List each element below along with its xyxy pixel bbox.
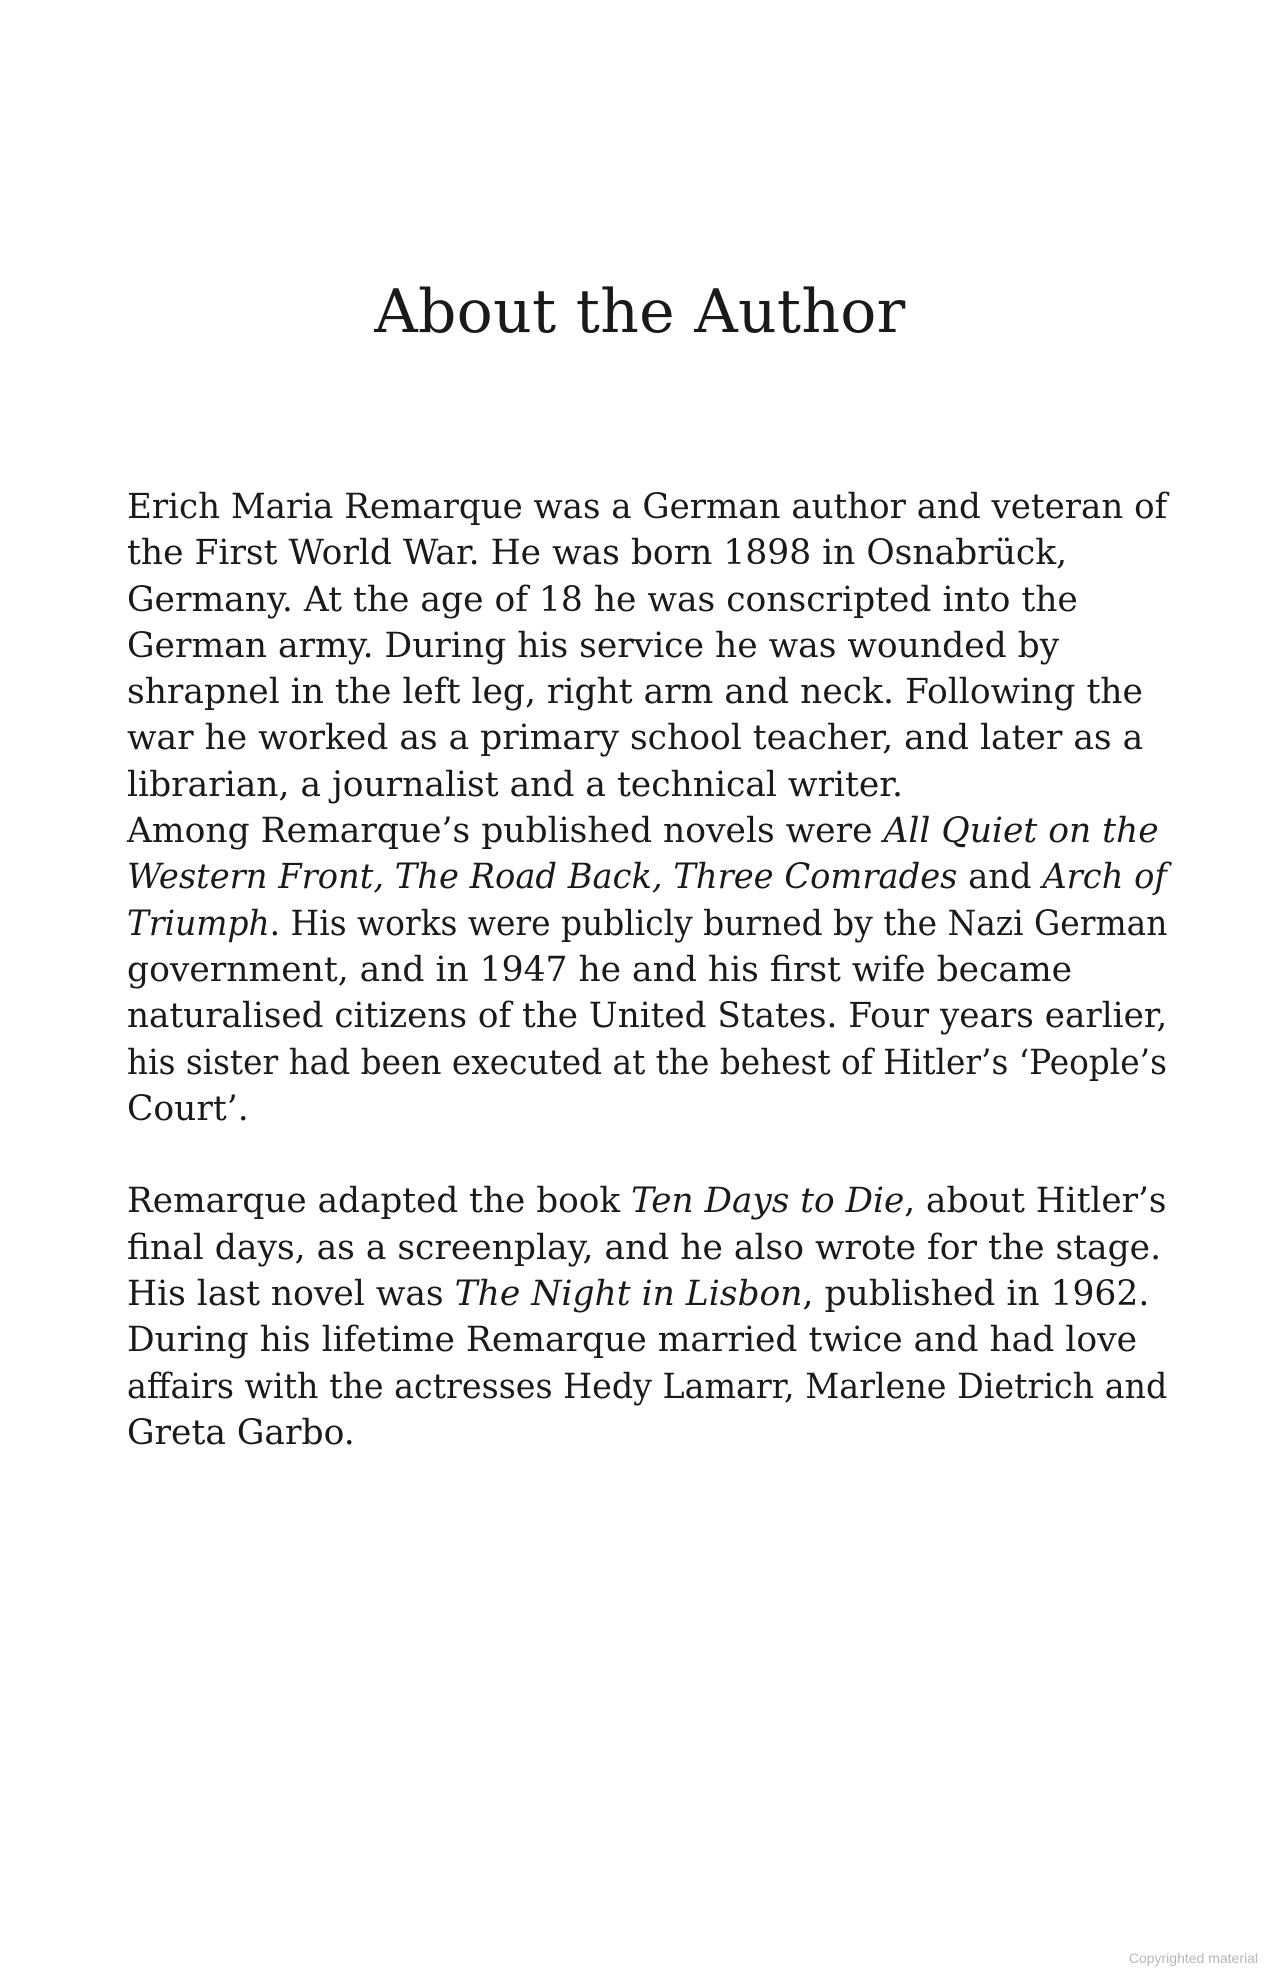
- book-title: Arch of: [1042, 857, 1167, 898]
- book-title: Ten Days to Die: [631, 1181, 905, 1222]
- text-line: final days, as a screenplay, and he also wrote for the stage.: [127, 1227, 1162, 1268]
- text-line: war he worked as a primary school teacher, and later as a: [127, 718, 1144, 759]
- text-line: his sister had been executed at the behest of Hitler’s ‘People’s: [127, 1042, 1167, 1083]
- copyright-watermark: Copyrighted material: [1128, 1950, 1258, 1966]
- text-line: government, and in 1947 he and his first wife became: [127, 949, 1073, 990]
- text-line: Remarque adapted the book Ten Days to Die, about Hitler’s: [127, 1181, 1167, 1222]
- author-biography: [127, 484, 1167, 1456]
- book-title: The Night in Lisbon: [454, 1274, 803, 1315]
- text-line: affairs with the actresses Hedy Lamarr, Marlene Dietrich and: [127, 1366, 1168, 1407]
- book-title: All Quiet on the: [883, 811, 1159, 852]
- book-title: Triumph: [127, 903, 270, 944]
- text-line: German army. During his service he was wounded by: [127, 625, 1060, 666]
- text-line: shrapnel in the left leg, right arm and neck. Following the: [127, 672, 1143, 713]
- page-title: About the Author: [374, 277, 906, 347]
- text-line: Among Remarque’s published novels were All Quiet on the: [127, 811, 1159, 852]
- text-line: naturalised citizens of the United States. Four years earlier,: [127, 996, 1168, 1037]
- text-line: Western Front, The Road Back, Three Comrades and Arch of: [127, 857, 1167, 898]
- paragraph-spacer: [127, 1132, 1167, 1178]
- text-line: During his lifetime Remarque married twice and had love: [127, 1320, 1138, 1361]
- text-line: librarian, a journalist and a technical writer.: [127, 764, 903, 805]
- text-line: Triumph. His works were publicly burned by the Nazi German: [127, 903, 1168, 944]
- book-title: Western Front, The Road Back, Three Comrades: [127, 857, 958, 898]
- text-line: Court’.: [127, 1088, 249, 1129]
- text-line: His last novel was The Night in Lisbon, published in 1962.: [127, 1274, 1150, 1315]
- text-line: Greta Garbo.: [127, 1412, 355, 1453]
- text-line: the First World War. He was born 1898 in Osnabrück,: [127, 533, 1068, 574]
- text-line: Germany. At the age of 18 he was conscripted into the: [127, 579, 1078, 620]
- text-line: Erich Maria Remarque was a German author and veteran of: [127, 487, 1168, 527]
